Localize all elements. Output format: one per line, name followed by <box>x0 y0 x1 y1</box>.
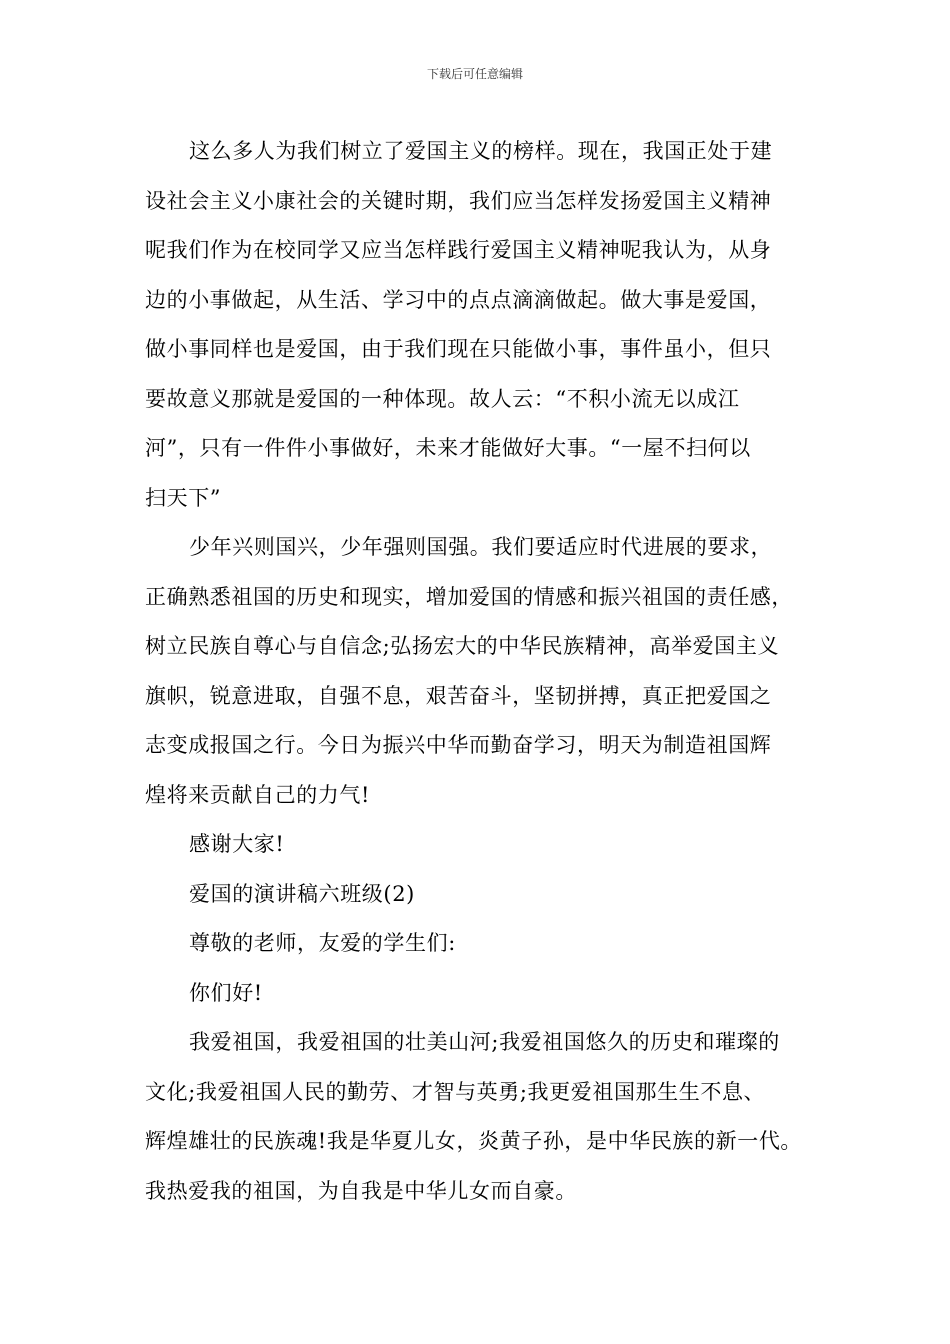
text-line: 感谢大家! <box>189 832 285 856</box>
salutation: 尊敬的老师，友爱的学生们: <box>189 931 456 955</box>
greeting: 你们好! <box>189 980 263 1005</box>
text-line: 辉煌雄壮的民族魂!我是华夏儿女，炎黄子孙，是中华民族的新一代。 <box>145 1129 803 1153</box>
text-line: 煌将来贡献自己的力气! <box>145 782 371 807</box>
text-line: 正确熟悉祖国的历史和现实，增加爱国的情感和振兴祖国的责任感， <box>145 584 793 609</box>
text-line: 旗帜，锐意进取，自强不息，艰苦奋斗，坚韧拼搏，真正把爱国之 <box>145 683 772 708</box>
text-line: 设社会主义小康社会的关键时期，我们应当怎样发扬爱国主义精神 <box>145 188 772 213</box>
text-line: 志变成报国之行。今日为振兴中华而勤奋学习，明天为制造祖国辉 <box>145 733 772 757</box>
text-line: 河”，只有一件件小事做好，未来才能做好大事。“一屋不扫何以 <box>145 436 751 460</box>
document-body <box>145 127 825 1216</box>
text-line: 树立民族自尊心与自信念;弘扬宏大的中华民族精神，高举爱国主义 <box>145 634 780 658</box>
page-header: 下载后可任意编辑 <box>426 67 523 81</box>
text-line: 要故意义那就是爱国的一种体现。故人云：“不积小流无以成江 <box>145 386 740 411</box>
text-line: 扫天下” <box>145 485 222 510</box>
text-line: 做小事同样也是爱国，由于我们现在只能做小事，事件虽小，但只 <box>145 337 772 361</box>
section-title: 爱国的演讲稿六班级(2) <box>189 881 415 906</box>
text-line: 这么多人为我们树立了爱国主义的榜样。现在，我国正处于建 <box>189 139 773 163</box>
text-line: 边的小事做起，从生活、学习中的点点滴滴做起。做大事是爱国， <box>145 287 772 312</box>
text-line: 我热爱我的祖国，为自我是中华儿女而自豪。 <box>145 1178 577 1203</box>
text-line: 我爱祖国，我爱祖国的壮美山河;我爱祖国悠久的历史和璀璨的 <box>189 1030 780 1054</box>
text-line: 文化;我爱祖国人民的勤劳、才智与英勇;我更爱祖国那生生不息、 <box>145 1079 766 1104</box>
text-line: 少年兴则国兴，少年强则国强。我们要适应时代进展的要求， <box>189 535 773 559</box>
text-line: 呢我们作为在校同学又应当怎样践行爱国主义精神呢我认为，从身 <box>145 238 772 262</box>
